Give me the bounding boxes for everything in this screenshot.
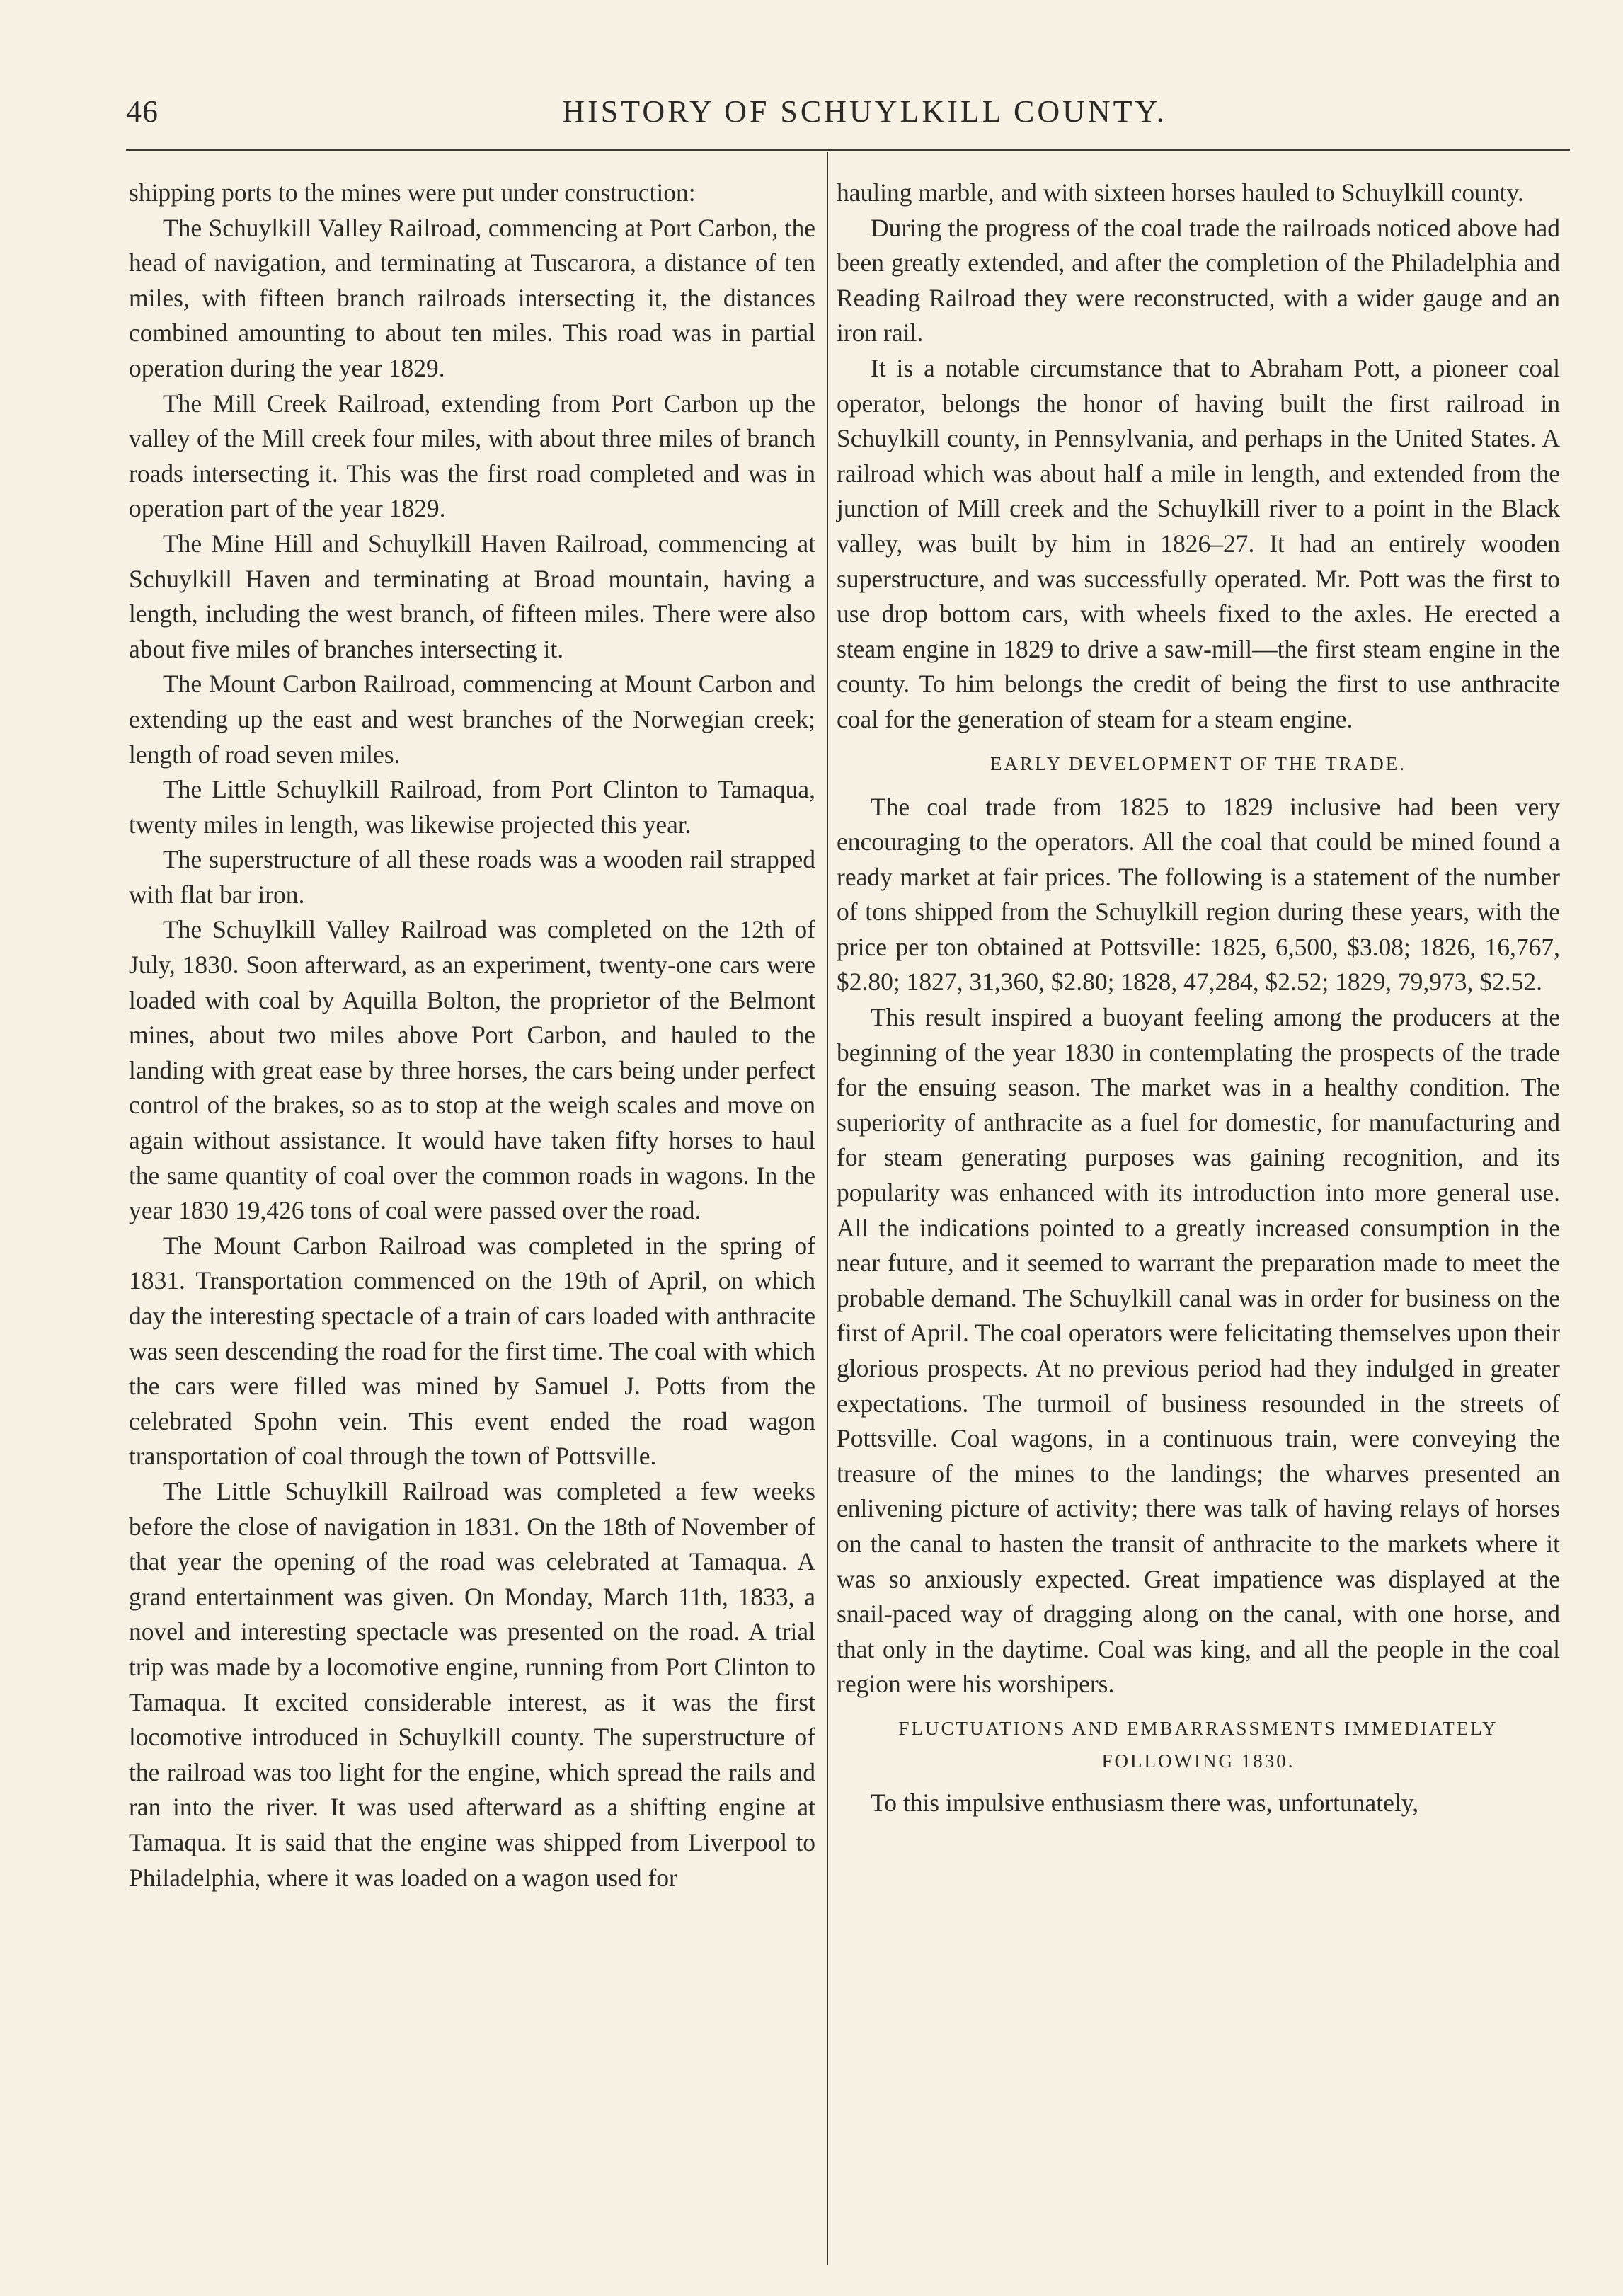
paragraph: The coal trade from 1825 to 1829 inclusive had been very encouraging to the operators. All the coal that could be mined found a ready market at fair prices. The following is a statement of the number of tons shipped from the Schuylkill region during these years, with the price per ton obtained at Pottsville: 1825, 6,500, $3.08; 1826, 16,767, $2.80; 1827, 31,360, $2.80; 1828, 47,284, $2.52; 1829, 79,973, $2.52. [837,792,1560,997]
paragraph: The Schuylkill Valley Railroad, commencing at Port Carbon, the head of navigation, and terminating at Tuscarora, a distance of ten miles, with fifteen branch railroads intersecting it, the distances combined amounting to about ten miles. This road was in partial operation during the year 1829. [129,213,815,382]
paragraph: During the progress of the coal trade the railroads noticed above had been greatly extended, and after the completion of the Philadelphia and Reading Railroad they were reconstructed, with a wider gauge and an iron rail. [837,213,1560,348]
paragraph: The Mount Carbon Railroad was completed in the spring of 1831. Transportation commenced on the 19th of April, on which day the interesting spectacle of a train of cars loaded with anthracite was seen descending the road for the first time. The coal with which the cars were filled was mined by Samuel J. Potts from the celebrated Spohn vein. This event ended the road wagon transportation of coal through the town of Pottsville. [129,1231,815,1471]
paragraph: The Mill Creek Railroad, extending from Port Carbon up the valley of the Mill creek four miles, with about three miles of branch roads intersecting it. This was the first road completed and was in operation part of the year 1829. [129,389,815,523]
paragraph: The Mount Carbon Railroad, commencing at Mount Carbon and extending up the east and west branches of the Norwegian creek; length of road seven miles. [129,670,815,769]
section-heading: EARLY DEVELOPMENT OF THE TRADE. [990,752,1407,774]
paragraph: The Schuylkill Valley Railroad was completed on the 12th of July, 1830. Soon afterward, as an experiment, twenty-one cars were loaded with coal by Aquilla Bolton, the proprietor of the Belmont mines, about two miles above Port Carbon, and hauled to the landing with great ease by three horses, the cars being under perfect control of the brakes, so as to stop at the weigh scales and move on again without assistance. It would have taken fifty horses to haul the same quantity of coal over the common roads in wagons. In the year 1830 19,426 tons of coal were passed over the road. [129,915,815,1225]
paragraph: The Mine Hill and Schuylkill Haven Railroad, commencing at Schuylkill Haven and terminating at Broad mountain, having a length, including the west branch, of fifteen miles. There were also about five miles of branches intersecting it. [129,529,815,663]
paragraph: To this impulsive enthusiasm there was, unfortunately, [871,1788,1419,1817]
paragraph: hauling marble, and with sixteen horses hauled to Schuylkill county. [837,178,1524,207]
paragraph: The Little Schuylkill Railroad was completed a few weeks before the close of navigation in 1831. On the 18th of November of that year the opening of the road was celebrated at Tamaqua. A grand entertainment was given. On Monday, March 11th, 1833, a novel and interesting spectacle was presented on the road. A trial trip was made by a locomotive engine, running from Port Clinton to Tamaqua. It excited considerable interest, as it was the first locomotive introduced in Schuylkill county. The superstructure of the railroad was too light for the engine, which spread the rails and ran into the river. It was used afterward as a shifting engine at Tamaqua. It is said that the engine was shipped from Liverpool to Philadelphia, where it was loaded on a wagon used for [129,1476,815,1892]
paragraph: shipping ports to the mines were put under construction: [129,178,696,207]
paragraph: This result inspired a buoyant feeling among the producers at the beginning of the year 1830 in contemplating the prospects of the trade for the ensuing season. The market was in a healthy condition. The superiority of anthracite as a fuel for domestic, for manufacturing and for steam generating purposes was gaining recognition, and its popularity was enhanced with its introduction into more general use. All the indications pointed to a greatly increased consumption in the near future, and it seemed to warrant the preparation made to meet the probable demand. The Schuylkill canal was in order for business on the first of April. The coal operators were felicitating themselves upon their glorious prospects. At no previous period had they indulged in greater expectations. The turmoil of business resounded in the streets of Pottsville. Coal wagons, in a continuous train, were conveying the treasure of the mines to the landings; the wharves presented an enlivening picture of activity; there was talk of having relays of horses on the canal to hasten the transit of anthracite to the markets where it was so anxiously expected. Great impatience was displayed at the snail-paced way of dragging along on the canal, with one horse, and that only in the daytime. Coal was king, and all the people in the coal region were his worshipers. [837,1003,1560,1699]
right-column [837,176,1560,1821]
column-divider [827,152,828,2265]
paragraph: The superstructure of all these roads was a wooden rail strapped with flat bar iron. [129,845,815,909]
section-heading: FLUCTUATIONS AND EMBARRASSMENTS IMMEDIATELY FOLLOWING 1830. [898,1717,1498,1772]
left-column [129,176,815,1895]
paragraph: The Little Schuylkill Railroad, from Port Clinton to Tamaqua, twenty miles in length, was likewise projected this year. [129,775,815,839]
running-head-title: HISTORY OF SCHUYLKILL COUNTY. [562,94,1167,129]
page-number: 46 [126,94,159,129]
paragraph: It is a notable circumstance that to Abraham Pott, a pioneer coal operator, belongs the honor of having built the first railroad in Schuylkill county, in Pennsylvania, and perhaps in the United States. A railroad which was about half a mile in length, and extended from the junction of Mill creek and the Schuylkill river to a point in the Black valley, was built by him in 1826–27. It had an entirely wooden superstructure, and was successfully operated. Mr. Pott was the first to use drop bottom cars, with wheels fixed to the axles. He erected a steam engine in 1829 to drive a saw-mill—the first steam engine in the county. To him belongs the credit of being the first to use anthracite coal for the generation of steam for a steam engine. [837,353,1560,733]
header-rule [126,149,1570,151]
